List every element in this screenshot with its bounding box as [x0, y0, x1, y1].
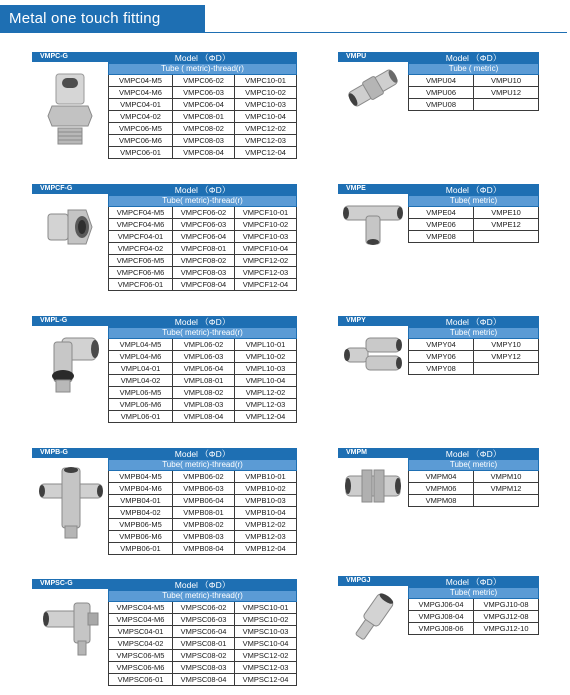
product-code-label: VMPE — [338, 184, 408, 194]
table-cell: VMPSC06-M6 — [109, 662, 173, 674]
table-cell: VMPL06-01 — [109, 411, 173, 423]
table-cell: VMPM04 — [409, 471, 474, 483]
product-image — [32, 316, 108, 416]
table-cell: VMPC06-01 — [109, 147, 173, 159]
table-cell: VMPL06-M5 — [109, 387, 173, 399]
table-cell: VMPCF04-02 — [109, 243, 173, 255]
sub-header: Tube( metric)-thread(r) — [109, 591, 297, 602]
table-cell: VMPE12 — [474, 219, 539, 231]
table-cell: VMPC12-02 — [235, 123, 297, 135]
product-image — [32, 579, 108, 679]
table-cell: VMPGJ12-08 — [474, 611, 539, 623]
table-cell: VMPB10-01 — [235, 471, 297, 483]
product-code-label: VMPSC-G — [32, 579, 108, 589]
table-cell: VMPB12-02 — [235, 519, 297, 531]
spec-table-vmpe — [408, 184, 539, 243]
speed-controller-fitting-icon — [40, 593, 102, 659]
spec-table-vmpcf-g — [108, 184, 297, 291]
table-cell: VMPB12-03 — [235, 531, 297, 543]
product-code-label: VMPM — [338, 448, 408, 458]
table-cell: VMPE06 — [409, 219, 474, 231]
table-cell: VMPSC08-04 — [173, 674, 235, 686]
model-header: Model （ΦD） — [109, 53, 297, 64]
table-cell: VMPSC04-M6 — [109, 614, 173, 626]
table-cell: VMPE10 — [474, 207, 539, 219]
page-title: Metal one touch fitting — [9, 10, 161, 27]
table-cell: VMPSC10-03 — [235, 626, 297, 638]
table-cell: VMPL08-04 — [173, 411, 235, 423]
product-code-label: VMPY — [338, 316, 408, 326]
elbow-male-fitting-icon — [40, 332, 102, 396]
table-cell: VMPCF04-01 — [109, 231, 173, 243]
table-cell: VMPC08-03 — [173, 135, 235, 147]
table-cell: VMPSC04-01 — [109, 626, 173, 638]
table-cell: VMPU04 — [409, 75, 474, 87]
table-cell: VMPB10-02 — [235, 483, 297, 495]
table-cell: VMPSC06-04 — [173, 626, 235, 638]
table-cell: VMPB06-04 — [173, 495, 235, 507]
model-header: Model （ΦD） — [109, 185, 297, 196]
table-cell: VMPM12 — [474, 483, 539, 495]
table-cell: VMPB04-M5 — [109, 471, 173, 483]
table-cell: VMPB08-02 — [173, 519, 235, 531]
table-cell: VMPCF10-04 — [235, 243, 297, 255]
table-cell: VMPCF12-04 — [235, 279, 297, 291]
sub-header: Tube( metric) — [409, 196, 539, 207]
union-y-fitting-icon — [342, 330, 404, 378]
spec-table-vmpl-g — [108, 316, 297, 423]
table-cell: VMPL04-02 — [109, 375, 173, 387]
table-cell: VMPY06 — [409, 351, 474, 363]
product-image — [32, 448, 108, 548]
table-cell: VMPB06-03 — [173, 483, 235, 495]
table-cell: VMPC04-M5 — [109, 75, 173, 87]
table-cell: VMPL06-02 — [173, 339, 235, 351]
table-cell: VMPB06-M5 — [109, 519, 173, 531]
spec-table-vmpy — [408, 316, 539, 375]
table-cell: VMPU06 — [409, 87, 474, 99]
product-code-label: VMPU — [338, 52, 408, 62]
table-cell: VMPL12-02 — [235, 387, 297, 399]
table-cell: VMPCF06-M6 — [109, 267, 173, 279]
model-header: Model （ΦD） — [109, 580, 297, 591]
table-cell: VMPSC04-M5 — [109, 602, 173, 614]
table-cell: VMPU12 — [474, 87, 539, 99]
table-cell: VMPY04 — [409, 339, 474, 351]
table-cell: VMPCF04-M6 — [109, 219, 173, 231]
table-cell: VMPC06-04 — [173, 99, 235, 111]
table-cell: VMPL08-01 — [173, 375, 235, 387]
table-cell: VMPM10 — [474, 471, 539, 483]
spec-table-vmpu — [408, 52, 539, 111]
table-cell: VMPC10-04 — [235, 111, 297, 123]
table-cell: VMPC08-04 — [173, 147, 235, 159]
table-cell: VMPL10-02 — [235, 351, 297, 363]
model-header: Model （ΦD） — [409, 577, 539, 588]
table-cell: VMPGJ12-10 — [474, 623, 539, 635]
table-cell: VMPCF08-01 — [173, 243, 235, 255]
product-code-label: VMPGJ — [338, 576, 408, 586]
table-cell: VMPCF12-03 — [235, 267, 297, 279]
table-cell: VMPY10 — [474, 339, 539, 351]
table-cell — [474, 363, 539, 375]
table-cell: VMPE04 — [409, 207, 474, 219]
bulkhead-union-fitting-icon — [344, 462, 402, 510]
table-cell: VMPB08-04 — [173, 543, 235, 555]
table-cell: VMPE08 — [409, 231, 474, 243]
sub-header: Tube( metric)-thread(r) — [109, 460, 297, 471]
table-cell: VMPSC12-03 — [235, 662, 297, 674]
table-cell: VMPL04-M6 — [109, 351, 173, 363]
product-image — [338, 184, 408, 248]
product-image — [338, 448, 408, 512]
model-header: Model （ΦD） — [409, 53, 539, 64]
table-cell: VMPL12-04 — [235, 411, 297, 423]
table-cell: VMPL12-03 — [235, 399, 297, 411]
product-image — [32, 184, 108, 284]
spec-table-vmpgj — [408, 576, 539, 635]
product-image — [338, 52, 408, 112]
table-cell: VMPCF12-02 — [235, 255, 297, 267]
table-cell: VMPC12-03 — [235, 135, 297, 147]
table-cell — [474, 495, 539, 507]
table-cell: VMPU08 — [409, 99, 474, 111]
table-cell: VMPSC08-03 — [173, 662, 235, 674]
sub-header: Tube( metric) — [409, 328, 539, 339]
page-header — [0, 0, 570, 38]
union-straight-fitting-icon — [344, 66, 402, 110]
table-cell: VMPC06-03 — [173, 87, 235, 99]
table-cell: VMPB10-03 — [235, 495, 297, 507]
table-cell: VMPL06-03 — [173, 351, 235, 363]
sub-header: Tube( metric) — [409, 588, 539, 599]
table-cell: VMPCF06-03 — [173, 219, 235, 231]
table-cell: VMPB10-04 — [235, 507, 297, 519]
table-cell: VMPC10-03 — [235, 99, 297, 111]
table-cell: VMPSC10-02 — [235, 614, 297, 626]
table-cell: VMPY08 — [409, 363, 474, 375]
table-cell: VMPSC06-01 — [109, 674, 173, 686]
table-cell: VMPCF10-01 — [235, 207, 297, 219]
straight-male-fitting-icon — [42, 70, 98, 148]
spec-table-vmpsc-g — [108, 579, 297, 686]
table-cell: VMPL04-M5 — [109, 339, 173, 351]
table-cell: VMPSC12-02 — [235, 650, 297, 662]
product-code-label: VMPCF-G — [32, 184, 108, 194]
sub-header: Tube ( metric)-thread(r) — [109, 64, 297, 75]
reducer-plug-fitting-icon — [346, 588, 402, 646]
table-cell: VMPC10-02 — [235, 87, 297, 99]
table-cell: VMPSC06-02 — [173, 602, 235, 614]
spec-table-vmpb-g — [108, 448, 297, 555]
table-cell: VMPC06-02 — [173, 75, 235, 87]
table-cell: VMPB08-01 — [173, 507, 235, 519]
table-cell: VMPCF08-03 — [173, 267, 235, 279]
table-cell: VMPSC10-01 — [235, 602, 297, 614]
sub-header: Tube( metric) — [409, 460, 539, 471]
table-cell: VMPL08-02 — [173, 387, 235, 399]
header-rule — [205, 32, 567, 33]
table-cell: VMPB04-01 — [109, 495, 173, 507]
table-cell: VMPCF10-02 — [235, 219, 297, 231]
table-cell: VMPCF06-01 — [109, 279, 173, 291]
table-cell: VMPCF06-M5 — [109, 255, 173, 267]
table-cell: VMPC04-01 — [109, 99, 173, 111]
table-cell: VMPSC06-03 — [173, 614, 235, 626]
table-cell: VMPSC08-01 — [173, 638, 235, 650]
table-cell: VMPL10-01 — [235, 339, 297, 351]
table-cell: VMPL08-03 — [173, 399, 235, 411]
table-cell: VMPSC10-04 — [235, 638, 297, 650]
table-cell: VMPL10-04 — [235, 375, 297, 387]
table-cell: VMPSC08-02 — [173, 650, 235, 662]
product-image — [338, 316, 408, 380]
model-header: Model （ΦD） — [109, 317, 297, 328]
table-cell: VMPCF04-M5 — [109, 207, 173, 219]
product-image — [32, 52, 108, 152]
table-cell: VMPB04-02 — [109, 507, 173, 519]
table-cell: VMPU10 — [474, 75, 539, 87]
table-cell: VMPGJ08-04 — [409, 611, 474, 623]
table-cell: VMPCF10-03 — [235, 231, 297, 243]
table-cell: VMPCF06-04 — [173, 231, 235, 243]
table-cell: VMPM06 — [409, 483, 474, 495]
table-cell: VMPCF08-04 — [173, 279, 235, 291]
table-cell: VMPC04-02 — [109, 111, 173, 123]
table-cell: VMPSC04-02 — [109, 638, 173, 650]
table-cell: VMPSC06-M5 — [109, 650, 173, 662]
table-cell: VMPGJ08-06 — [409, 623, 474, 635]
model-header: Model （ΦD） — [409, 317, 539, 328]
table-cell: VMPC06-M5 — [109, 123, 173, 135]
table-cell: VMPCF06-02 — [173, 207, 235, 219]
table-cell: VMPGJ10-08 — [474, 599, 539, 611]
table-cell: VMPL06-04 — [173, 363, 235, 375]
table-cell: VMPC06-M6 — [109, 135, 173, 147]
table-cell: VMPB06-M6 — [109, 531, 173, 543]
table-cell: VMPB04-M6 — [109, 483, 173, 495]
spec-table-vmpm — [408, 448, 539, 507]
branch-tee-male-fitting-icon — [38, 462, 104, 542]
table-cell: VMPC04-M6 — [109, 87, 173, 99]
table-cell — [474, 231, 539, 243]
table-cell: VMPM08 — [409, 495, 474, 507]
table-cell: VMPC08-01 — [173, 111, 235, 123]
model-header: Model （ΦD） — [409, 185, 539, 196]
table-cell: VMPB06-02 — [173, 471, 235, 483]
product-image — [338, 576, 408, 646]
product-code-label: VMPC-G — [32, 52, 108, 62]
sub-header: Tube ( metric) — [409, 64, 539, 75]
table-cell: VMPCF08-02 — [173, 255, 235, 267]
table-cell: VMPC12-04 — [235, 147, 297, 159]
table-cell: VMPL10-03 — [235, 363, 297, 375]
sub-header: Tube( metric)-thread(r) — [109, 196, 297, 207]
product-code-label: VMPB-G — [32, 448, 108, 458]
spec-table-vmpc-g — [108, 52, 297, 159]
table-cell: VMPL04-01 — [109, 363, 173, 375]
union-tee-fitting-icon — [342, 198, 404, 246]
table-cell: VMPL06-M6 — [109, 399, 173, 411]
table-cell: VMPC10-01 — [235, 75, 297, 87]
table-cell: VMPGJ06-04 — [409, 599, 474, 611]
table-cell: VMPB06-01 — [109, 543, 173, 555]
model-header: Model （ΦD） — [109, 449, 297, 460]
table-cell: VMPB12-04 — [235, 543, 297, 555]
product-code-label: VMPL-G — [32, 316, 108, 326]
table-cell: VMPB08-03 — [173, 531, 235, 543]
table-cell — [474, 99, 539, 111]
table-cell: VMPY12 — [474, 351, 539, 363]
female-straight-fitting-icon — [42, 200, 98, 260]
table-cell: VMPC08-02 — [173, 123, 235, 135]
sub-header: Tube( metric)-thread(r) — [109, 328, 297, 339]
table-cell: VMPSC12-04 — [235, 674, 297, 686]
model-header: Model （ΦD） — [409, 449, 539, 460]
